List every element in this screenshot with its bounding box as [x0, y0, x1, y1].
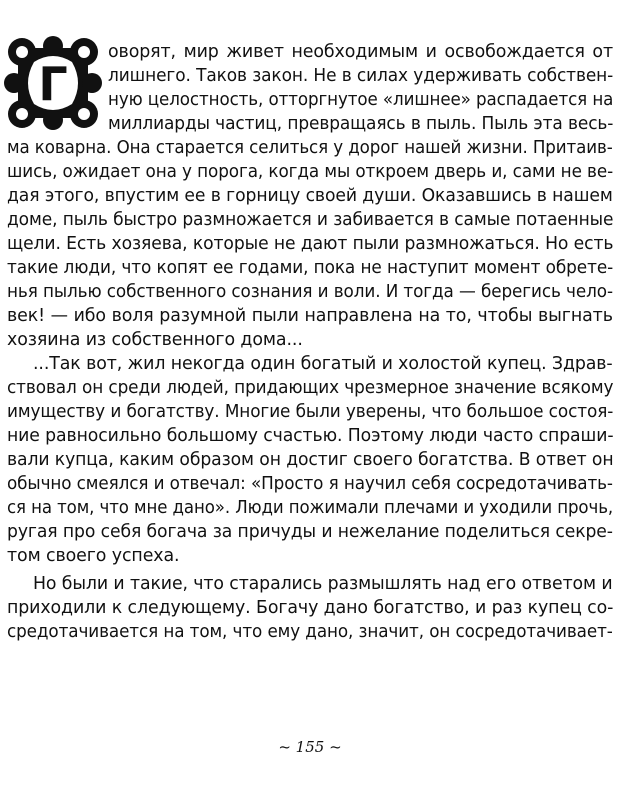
text-line: приходили к следующему. Богачу дано богатство, и раз купец со-	[7, 598, 614, 618]
text-line: щели. Есть хозяева, которые не дают пыли размножаться. Но есть	[7, 234, 614, 254]
text-line: лишнего. Таков закон. Не в силах удерживать собствен-	[108, 66, 614, 86]
page-number: ~ 155 ~	[278, 738, 342, 756]
text-line: такие люди, что копят ее годами, пока не наступит момент обрете-	[7, 258, 614, 278]
text-line: миллиарды частиц, превращаясь в пыль. Пыль эта весь-	[108, 114, 614, 134]
text-line: хозяина из собственного дома...	[7, 330, 303, 350]
text-line: ...Так вот, жил некогда один богатый и холостой купец. Здрав-	[33, 354, 613, 374]
text-line: обычно смеялся и отвечал: «Просто я научил себя сосредотачивать-	[7, 474, 613, 494]
text-line: ствовал он среди людей, придающих чрезмерное значение всякому	[7, 378, 614, 398]
text-line: ма коварна. Она старается селиться у дорог нашей жизни. Притаив-	[7, 138, 613, 158]
text-line: ся на том, что мне дано». Люди пожимали плечами и уходили прочь,	[7, 498, 614, 518]
text-line: дая этого, впустим ее в горницу своей души. Оказавшись в нашем	[7, 186, 613, 206]
text-line: ную целостность, отторгнутое «лишнее» распадается на	[108, 90, 614, 110]
text-line: средотачивается на том, что ему дано, значит, он сосредотачивает-	[7, 622, 613, 642]
text-line: ругая про себя богача за причуды и нежелание поделиться секре-	[7, 522, 613, 542]
text-line: вали купца, каким образом он достиг своего богатства. В ответ он	[7, 450, 614, 470]
text-line: оворят, мир живет необходимым и освобождается от	[108, 42, 613, 62]
text-line: нья пылью собственного сознания и воли. И тогда — берегись чело-	[7, 282, 613, 302]
text-line: век! — ибо воля разумной пыли направлена на то, чтобы выгнать	[7, 306, 613, 326]
text-line: доме, пыль быстро размножается и забивается в самые потаенные	[7, 210, 614, 230]
text-line: том своего успеха.	[7, 546, 180, 566]
dropcap-letter: Г	[38, 57, 68, 111]
text-line: имуществу и богатству. Многие были уверены, что большое состоя-	[7, 402, 614, 422]
text-line: ние равносильно большому счастью. Поэтому люди часто спраши-	[7, 426, 614, 446]
text-line: Но были и такие, что старались размышлять над его ответом и	[33, 574, 613, 594]
ornament-frame-icon	[4, 36, 102, 130]
text-line: шись, ожидает она у порога, когда мы откроем дверь и, сами не ве-	[7, 162, 614, 182]
dropcap-ornament	[4, 36, 102, 130]
